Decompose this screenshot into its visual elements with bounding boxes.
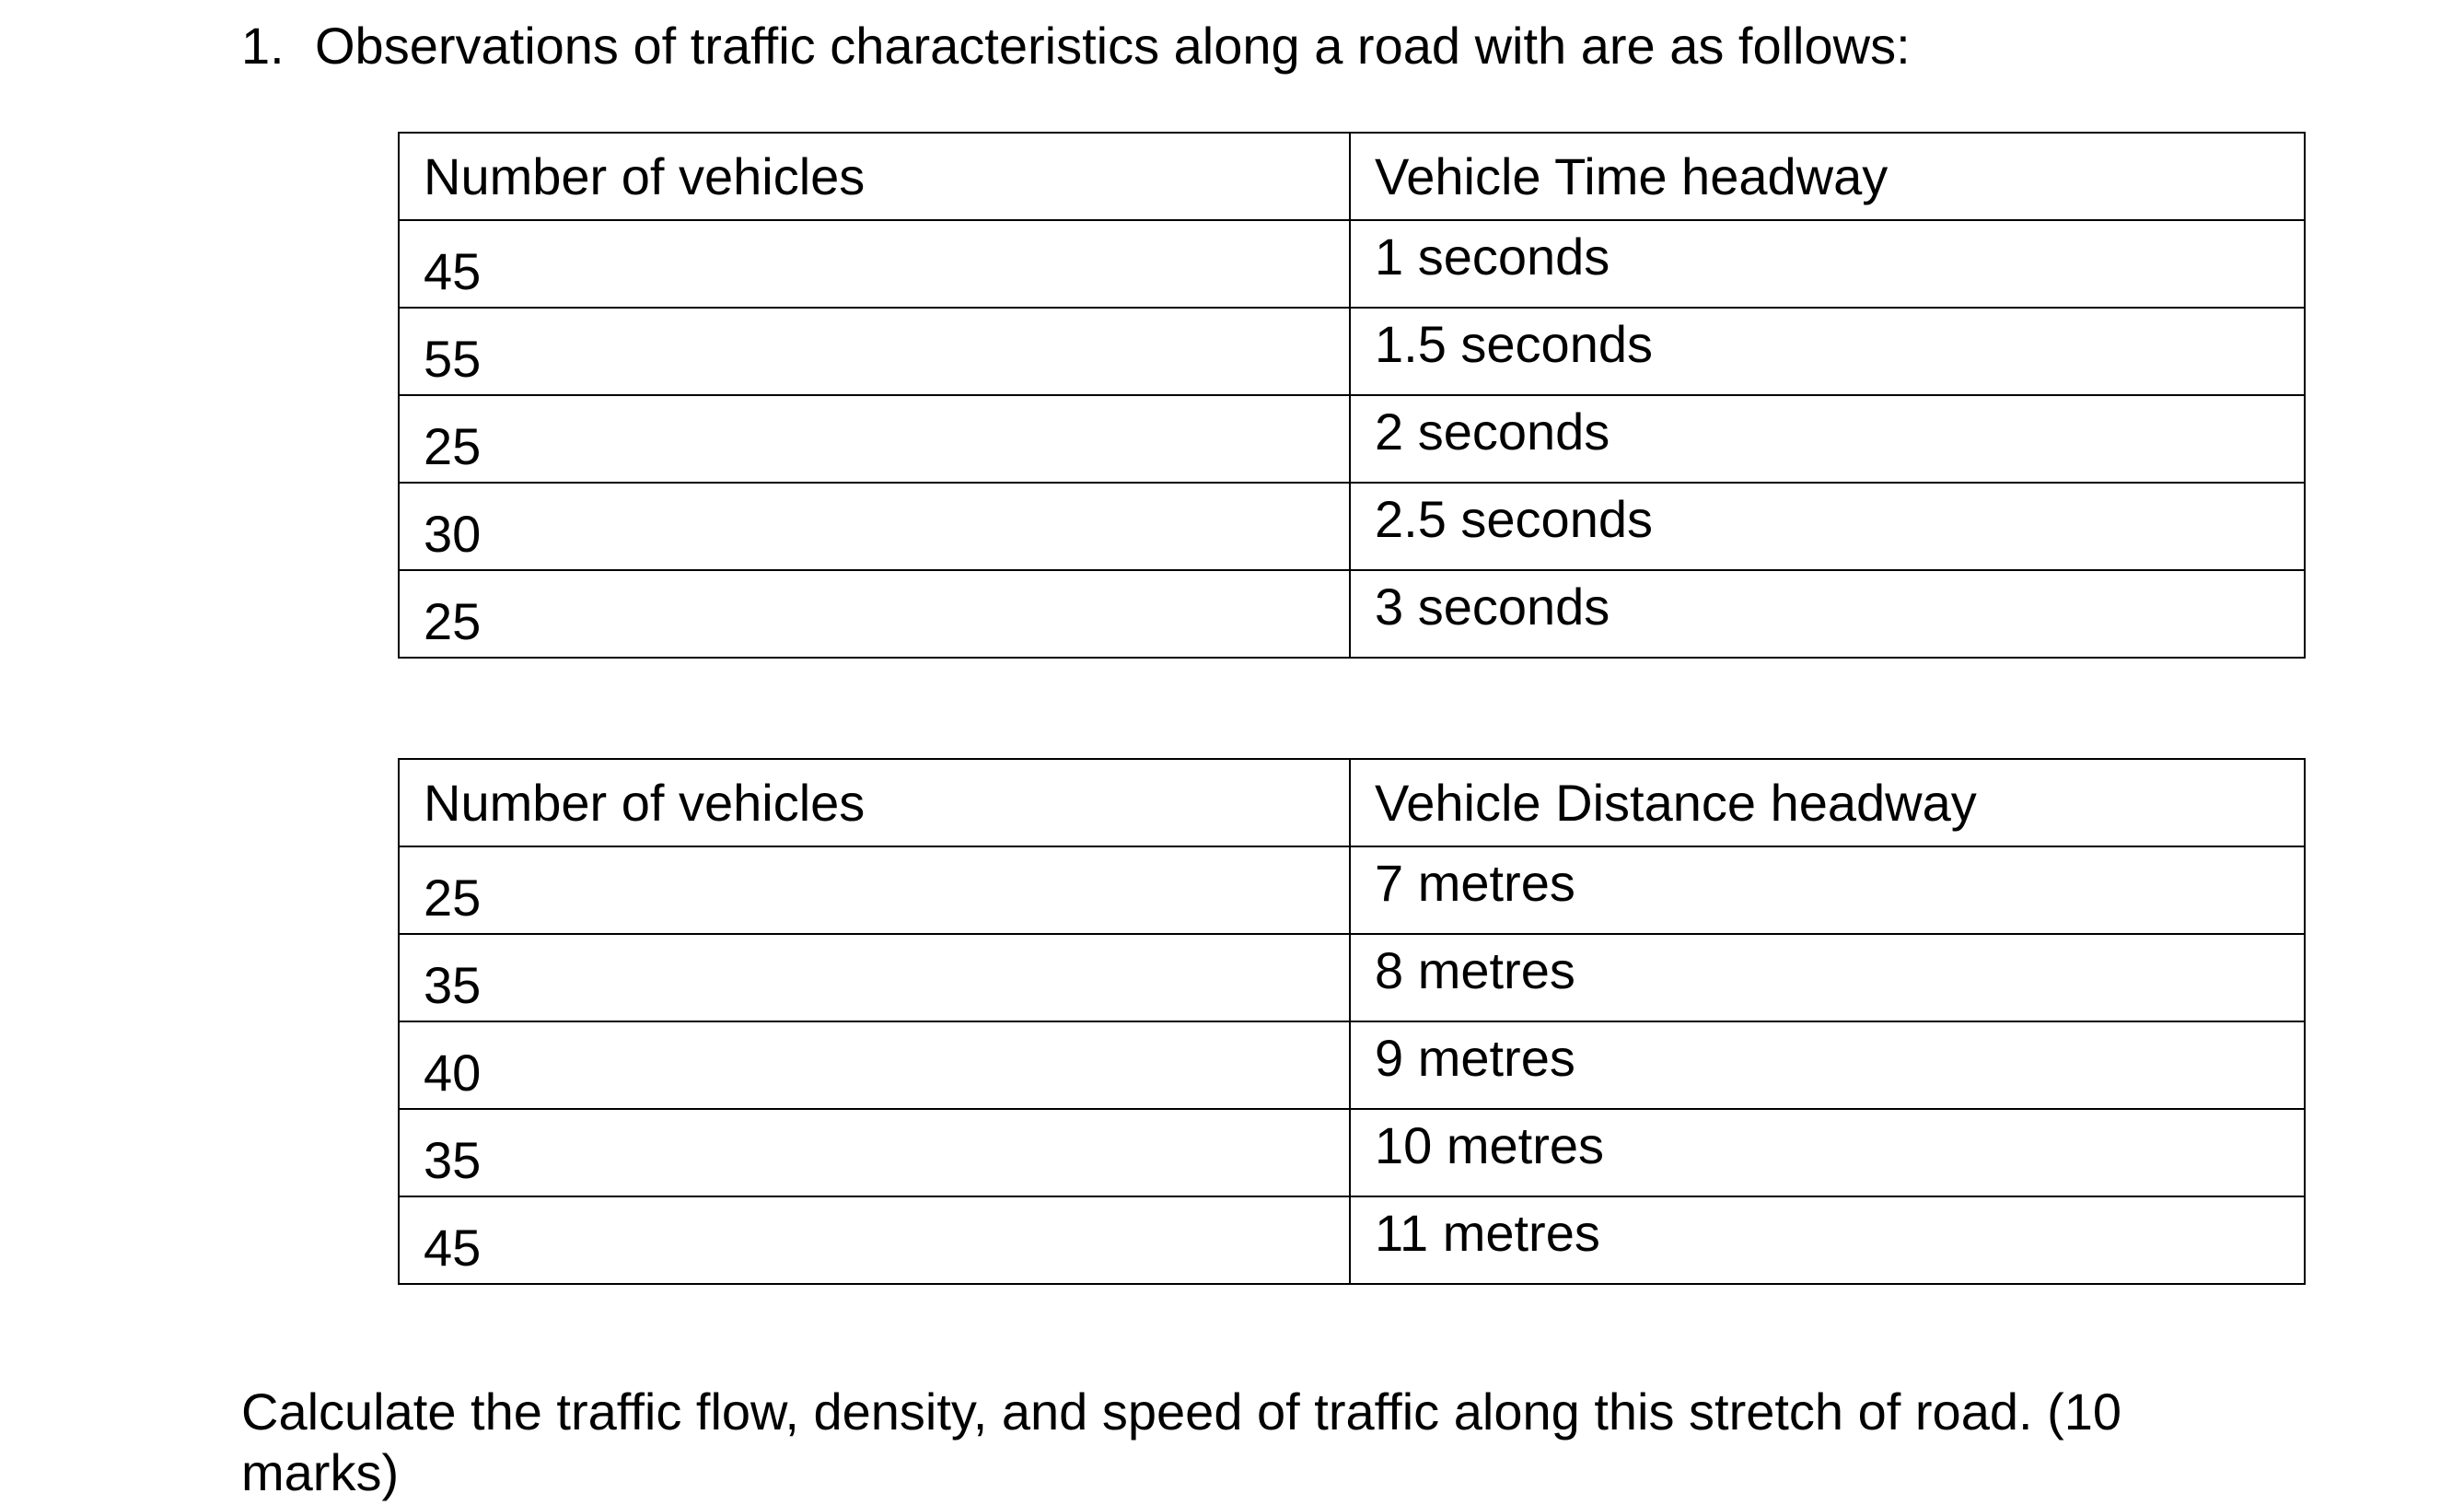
table-row <box>399 308 2305 395</box>
table-row <box>399 846 2305 934</box>
distance-headway-cell: 10 metres <box>1350 1109 2305 1196</box>
table-header-row <box>399 759 2305 846</box>
column-header-distance-headway: Vehicle Distance headway <box>1350 759 2305 846</box>
table-row <box>399 1109 2305 1196</box>
vehicle-count-cell: 55 <box>399 308 1350 395</box>
distance-headway-table <box>398 758 2306 1285</box>
vehicle-count-cell: 45 <box>399 220 1350 308</box>
question-heading <box>241 9 1911 83</box>
table-row <box>399 934 2305 1021</box>
column-header-vehicles: Number of vehicles <box>399 759 1350 846</box>
question-text: Observations of traffic characteristics along a road with are as follows: <box>315 17 1911 75</box>
vehicle-count-cell: 35 <box>399 1109 1350 1196</box>
vehicle-count-cell: 40 <box>399 1021 1350 1109</box>
table-header-row <box>399 133 2305 220</box>
distance-headway-cell: 9 metres <box>1350 1021 2305 1109</box>
table-row <box>399 395 2305 483</box>
vehicle-count-cell: 30 <box>399 483 1350 570</box>
column-header-vehicles: Number of vehicles <box>399 133 1350 220</box>
table-row <box>399 220 2305 308</box>
vehicle-count-cell: 35 <box>399 934 1350 1021</box>
distance-headway-cell: 7 metres <box>1350 846 2305 934</box>
time-headway-table <box>398 132 2306 659</box>
table-row <box>399 1196 2305 1284</box>
table-row <box>399 570 2305 658</box>
time-headway-cell: 1.5 seconds <box>1350 308 2305 395</box>
vehicle-count-cell: 45 <box>399 1196 1350 1284</box>
instruction-text: Calculate the traffic flow, density, and speed of traffic along this stretch of road. (10 marks) <box>241 1382 2122 1501</box>
time-headway-cell: 3 seconds <box>1350 570 2305 658</box>
time-headway-cell: 2 seconds <box>1350 395 2305 483</box>
vehicle-count-cell: 25 <box>399 570 1350 658</box>
table-row <box>399 483 2305 570</box>
distance-headway-cell: 11 metres <box>1350 1196 2305 1284</box>
vehicle-count-cell: 25 <box>399 395 1350 483</box>
time-headway-cell: 2.5 seconds <box>1350 483 2305 570</box>
distance-headway-cell: 8 metres <box>1350 934 2305 1021</box>
column-header-time-headway: Vehicle Time headway <box>1350 133 2305 220</box>
table-row <box>399 1021 2305 1109</box>
question-number: 1. <box>241 17 285 75</box>
vehicle-count-cell: 25 <box>399 846 1350 934</box>
time-headway-cell: 1 seconds <box>1350 220 2305 308</box>
